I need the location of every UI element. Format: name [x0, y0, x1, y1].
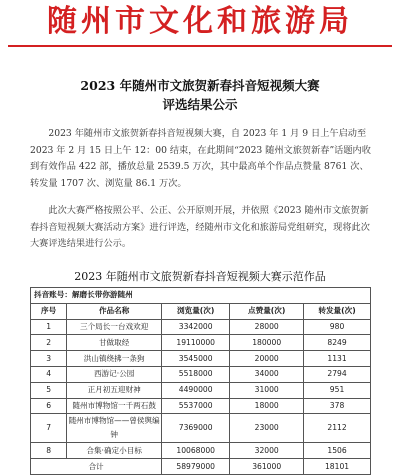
cell-views: 5537000 [162, 398, 230, 414]
letterhead-divider [8, 45, 392, 47]
cell-name: 合集·确定小目标 [67, 443, 162, 459]
header-no: 序号 [31, 303, 67, 319]
cell-name: 随州市博物馆一千两石鼓 [67, 398, 162, 414]
cell-views: 3545000 [162, 351, 230, 367]
cell-name: 甘做取经 [67, 335, 162, 351]
cell-likes: 28000 [230, 319, 304, 335]
table-topic: 抖音账号：解磨长带你游随州 [31, 288, 371, 304]
cell-no: 7 [31, 414, 67, 443]
cell-likes: 34000 [230, 366, 304, 382]
cell-name: 正月初五迎财神 [67, 382, 162, 398]
table-row [31, 319, 371, 335]
title-line-2: 评选结果公示 [162, 97, 238, 112]
cell-likes: 20000 [230, 351, 304, 367]
cell-shares: 951 [304, 382, 371, 398]
cell-shares: 1506 [304, 443, 371, 459]
cell-shares: 1131 [304, 351, 371, 367]
total-likes: 361000 [230, 459, 304, 475]
header-views: 浏览量(次) [162, 303, 230, 319]
table-topic-row [31, 288, 371, 304]
cell-views: 5518000 [162, 366, 230, 382]
header-likes: 点赞量(次) [230, 303, 304, 319]
header-name: 作品名称 [67, 303, 162, 319]
table-row [31, 366, 371, 382]
cell-name: 西游记·公园 [67, 366, 162, 382]
cell-shares: 378 [304, 398, 371, 414]
cell-no: 6 [31, 398, 67, 414]
letterhead [0, 0, 400, 48]
cell-no: 1 [31, 319, 67, 335]
total-shares: 18101 [304, 459, 371, 475]
table-row [31, 398, 371, 414]
cell-shares: 980 [304, 319, 371, 335]
table-total-row [31, 459, 371, 475]
cell-no: 5 [31, 382, 67, 398]
cell-name: 随州市博物馆——曾侯舆编钟 [67, 414, 162, 443]
cell-no: 8 [31, 443, 67, 459]
cell-likes: 180000 [230, 335, 304, 351]
cell-views: 4490000 [162, 382, 230, 398]
cell-no: 2 [31, 335, 67, 351]
cell-likes: 32000 [230, 443, 304, 459]
total-label: 合计 [31, 459, 162, 475]
cell-views: 3342000 [162, 319, 230, 335]
paragraph-evaluation: 此次大赛严格按照公平、公正、公开原则开展，并依照《2023 随州市文旅贺新春抖音短视频大赛活动方案》进行评选，经随州市文化和旅游局党组研究，现将此次大赛评选结果进行公示。 [30, 205, 370, 249]
paragraph-intro: 2023 年随州市文旅贺新春抖音短视频大赛，自 2023 年 1 月 9 日上午启动至 2023 年 2 月 15 日上午 12：00 结束，在此期间“2023 随州文旅贺新春”话题内收到有效作品 422 部，播放总量 2539.5 万次，其中最高单个作品点赞量 8761 次、转发量 1707 次、浏览量 86.1 万次。 [30, 128, 371, 189]
cell-shares: 8249 [304, 335, 371, 351]
document-title [0, 76, 400, 114]
cell-likes: 18000 [230, 398, 304, 414]
table-row [31, 414, 371, 443]
cell-no: 4 [31, 366, 67, 382]
table-header-row [31, 303, 371, 319]
cell-shares: 2112 [304, 414, 371, 443]
cell-likes: 23000 [230, 414, 304, 443]
title-line-1: 2023 年随州市文旅贺新春抖音短视频大赛 [80, 78, 320, 93]
org-name: 随州市文化和旅游局 [47, 5, 353, 38]
table-row [31, 335, 371, 351]
awards-table [30, 287, 371, 475]
cell-shares: 2794 [304, 366, 371, 382]
cell-name: 洪山镇绕拂一条狗 [67, 351, 162, 367]
table-title: 2023 年随州市文旅贺新春抖音短视频大赛示范作品 [74, 270, 326, 283]
cell-views: 7369000 [162, 414, 230, 443]
table-row [31, 443, 371, 459]
cell-views: 19110000 [162, 335, 230, 351]
table-row [31, 382, 371, 398]
table-row [31, 351, 371, 367]
cell-likes: 31000 [230, 382, 304, 398]
total-views: 58979000 [162, 459, 230, 475]
header-shares: 转发量(次) [304, 303, 371, 319]
cell-name: 三个局长一台戏欢迎 [67, 319, 162, 335]
cell-no: 3 [31, 351, 67, 367]
cell-views: 10068000 [162, 443, 230, 459]
